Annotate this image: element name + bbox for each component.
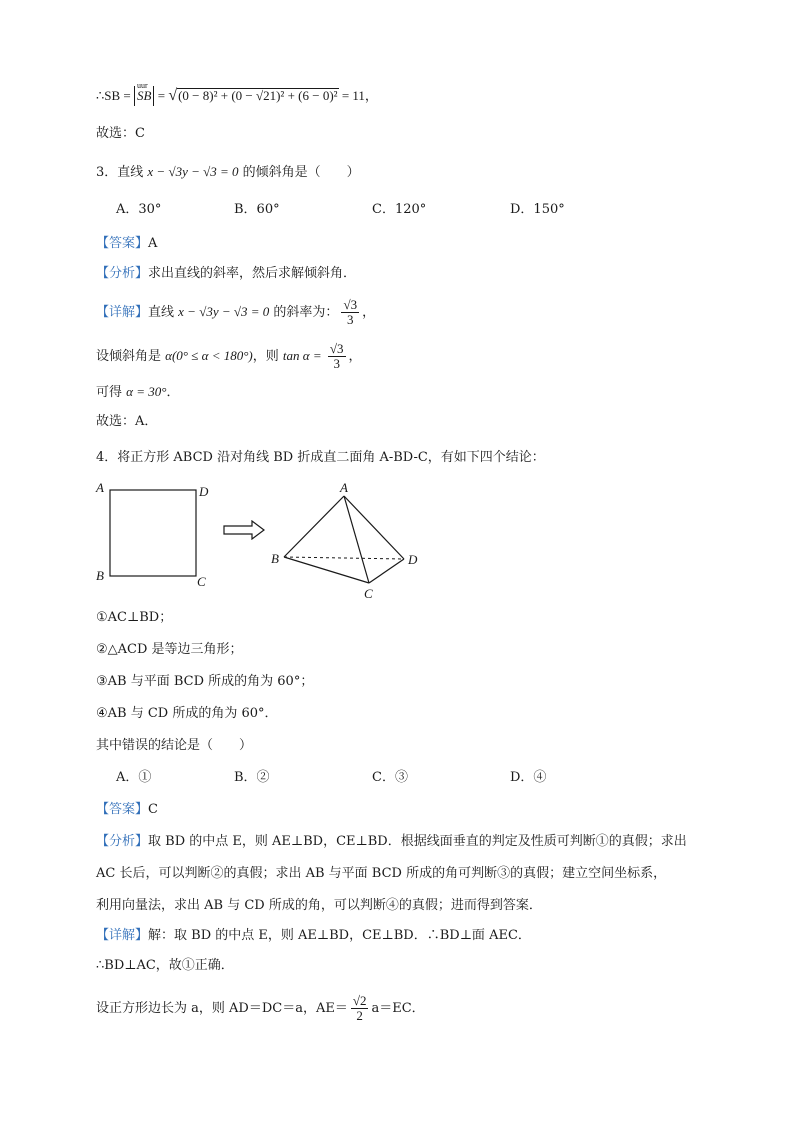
q3-result xyxy=(96,382,179,403)
q3-option-d: D．150° xyxy=(510,202,565,217)
edge-bc xyxy=(284,557,369,583)
square-figure xyxy=(90,478,220,593)
q3-option-c: C．120° xyxy=(372,202,427,217)
q3-result-b: ． xyxy=(166,385,180,400)
tetrahedron-figure xyxy=(268,480,428,605)
detail-tag: 【详解】 xyxy=(96,928,149,943)
q3-detail-c: ， xyxy=(362,305,376,320)
q4-analysis-1: 取 BD 的中点 E，则 AE⊥BD，CE⊥BD．根据线面垂直的判定及性质可判断①的真假；求出 xyxy=(148,834,687,849)
answer-tag: 【答案】 xyxy=(96,802,149,817)
q4-detail-3b: a＝EC． xyxy=(371,1001,425,1016)
q3-analysis xyxy=(96,264,356,284)
q3-tan-lhs: tan α = xyxy=(282,348,325,363)
conclusion-1: ①AC⊥BD； xyxy=(96,610,173,625)
slope-numerator: √3 xyxy=(343,297,358,312)
square-outline xyxy=(110,490,196,576)
q4-analysis-line-3: 利用向量法，求出 AB 与 CD 所成的角，可以判断④的真假；进而得到答案． xyxy=(96,898,542,913)
tan-denominator: 3 xyxy=(333,356,340,371)
edge-ab xyxy=(284,496,344,557)
equals-sign: = xyxy=(154,88,169,103)
tan-numerator: √3 xyxy=(329,341,344,356)
q4-option-c: C．③ xyxy=(372,770,408,785)
q3-detail xyxy=(96,298,375,327)
tetra-label-c: C xyxy=(364,586,373,601)
tetra-label-b: B xyxy=(271,551,279,566)
q4-answer xyxy=(96,800,158,820)
q3-detail-a: 直线 xyxy=(148,305,179,320)
conclusion-4: ④AB 与 CD 所成的角为 60°． xyxy=(96,706,278,721)
q3-stem-b: 的倾斜角是（ ） xyxy=(238,165,360,180)
sb-result: = 11， xyxy=(338,88,378,103)
analysis-tag: 【分析】 xyxy=(96,266,149,281)
q4-detail-3a: 设正方形边长为 a，则 AD＝DC＝a，AE＝ xyxy=(96,1001,348,1016)
conclusion-2: ②△ACD 是等边三角形； xyxy=(96,642,243,657)
q3-option-a: A．30° xyxy=(116,202,162,217)
q3-tan-line xyxy=(96,342,362,371)
detail-tag: 【详解】 xyxy=(96,305,149,320)
q4-detail-line-3 xyxy=(96,994,425,1023)
q3-analysis-text: 求出直线的斜率，然后求解倾斜角． xyxy=(148,266,357,281)
vector-arrow-mark: uur xyxy=(137,81,148,90)
tetra-label-a: A xyxy=(340,480,348,495)
ae-numerator: √2 xyxy=(352,993,367,1008)
previous-answer: 故选：C xyxy=(96,126,145,141)
q3-result-equation: α = 30° xyxy=(126,384,167,399)
sb-distance-line: ∴SB = uur SB = √(0 − 8)² + (0 − √21)² + (6 − 0)² = 11， xyxy=(96,86,378,106)
q3-detail-b: 的斜率为： xyxy=(269,305,339,320)
q4-question: 其中错误的结论是（ ） xyxy=(96,738,253,753)
q3-option-b: B．60° xyxy=(234,202,280,217)
ae-denominator: 2 xyxy=(356,1008,363,1023)
conclusion-3: ③AB 与平面 BCD 所成的角为 60°； xyxy=(96,674,314,689)
square-label-b: B xyxy=(96,568,104,583)
q4-option-d: D．④ xyxy=(510,770,547,785)
edge-cd xyxy=(369,559,404,583)
q3-answer-value: A xyxy=(148,236,158,251)
tetra-label-d: D xyxy=(408,552,418,567)
q3-stem xyxy=(96,162,360,183)
edge-bd-hidden xyxy=(284,557,404,559)
q3-stem-a: 3．直线 xyxy=(96,165,148,180)
q4-answer-value: C xyxy=(148,802,158,817)
sb-prefix: ∴SB = xyxy=(96,88,135,103)
tan-fraction xyxy=(328,342,346,371)
transform-arrow-icon xyxy=(222,520,268,540)
q4-detail-line-2: ∴BD⊥AC，故①正确． xyxy=(96,958,234,973)
q4-detail-line-1 xyxy=(96,926,531,946)
square-label-a: A xyxy=(96,480,104,495)
q4-option-b: B．② xyxy=(234,770,270,785)
q3-tan-a: 设倾斜角是 xyxy=(96,349,166,364)
q4-option-a: A．① xyxy=(116,770,152,785)
q4-stem: 4．将正方形 ABCD 沿对角线 BD 折成直二面角 A-BD-C，有如下四个结论： xyxy=(96,450,545,465)
sb-radicand: (0 − 8)² + (0 − √21)² + (6 − 0)² xyxy=(178,88,338,103)
q3-equation: x − √3y − √3 = 0 xyxy=(147,164,239,179)
answer-tag: 【答案】 xyxy=(96,236,149,251)
q3-detail-equation: x − √3y − √3 = 0 xyxy=(178,304,270,319)
slope-denominator: 3 xyxy=(347,312,354,327)
square-label-d: D xyxy=(199,484,209,499)
q4-detail-1: 解：取 BD 的中点 E，则 AE⊥BD，CE⊥BD．∴BD⊥面 AEC． xyxy=(148,928,531,943)
q4-analysis-line-2: AC 长后，可以判断②的真假；求出 AB 与平面 BCD 所成的角可判断③的真假；建立空间坐标系， xyxy=(96,866,667,881)
slope-fraction xyxy=(341,298,359,327)
q3-answer xyxy=(96,234,157,254)
analysis-tag: 【分析】 xyxy=(96,834,149,849)
ae-fraction xyxy=(351,994,369,1023)
vector-sb: SB xyxy=(137,88,152,103)
q3-tan-c: ， xyxy=(348,349,362,364)
q3-tan-range: α(0° ≤ α < 180°) xyxy=(165,348,253,363)
square-label-c: C xyxy=(197,574,206,589)
q4-analysis-line-1 xyxy=(96,832,687,852)
q3-final: 故选：A． xyxy=(96,414,158,429)
q3-tan-b: ，则 xyxy=(252,349,283,364)
q3-result-a: 可得 xyxy=(96,385,127,400)
